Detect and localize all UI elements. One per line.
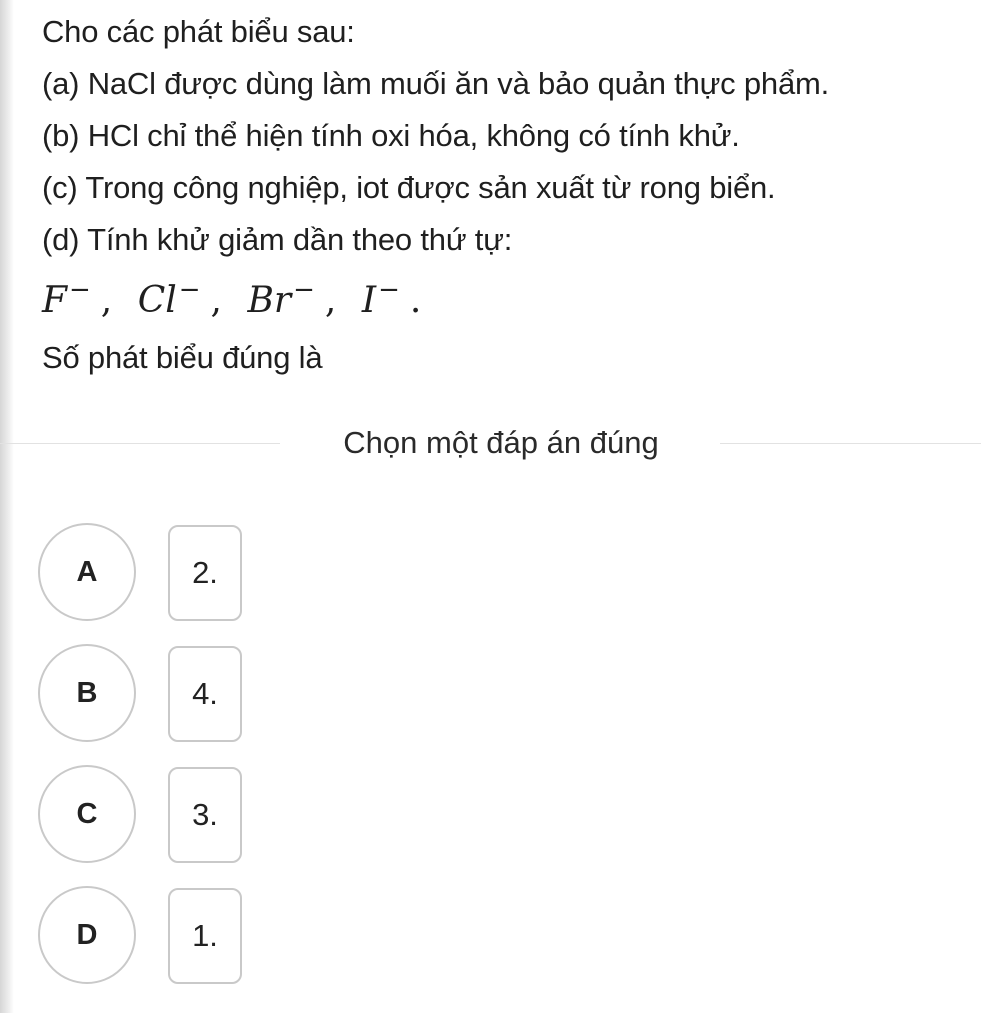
option-d-value[interactable]: 1. <box>168 888 242 984</box>
divider-right <box>720 443 981 444</box>
option-b-value[interactable]: 4. <box>168 646 242 742</box>
left-edge-shadow <box>0 0 14 1013</box>
statement-a: (a) NaCl được dùng làm muối ăn và bảo quản thực phẩm. <box>42 66 830 101</box>
statement-c: (c) Trong công nghiệp, iot được sản xuất từ rong biển. <box>42 170 776 205</box>
statement-b: (b) HCl chỉ thể hiện tính oxi hóa, không có tính khử. <box>42 118 740 153</box>
answer-section-header <box>0 418 981 468</box>
option-b-letter[interactable]: B <box>38 644 136 742</box>
option-d[interactable] <box>38 886 248 984</box>
ion-chloride: Cl− <box>137 275 201 321</box>
question-prompt: Số phát biểu đúng là <box>42 340 323 375</box>
ion-fluoride: F− <box>42 275 91 321</box>
question-intro: Cho các phát biểu sau: <box>42 14 355 49</box>
ion-separator: , <box>100 280 113 321</box>
option-c-value[interactable]: 3. <box>168 767 242 863</box>
option-a[interactable] <box>38 523 248 621</box>
question-block <box>42 6 972 384</box>
option-b[interactable] <box>38 644 248 742</box>
ion-iodide: I− <box>361 275 400 321</box>
ion-separator: , <box>210 280 222 321</box>
ion-order-formula <box>42 266 972 332</box>
option-a-value[interactable]: 2. <box>168 525 242 621</box>
option-c-letter[interactable]: C <box>38 765 136 863</box>
option-c[interactable] <box>38 765 248 863</box>
option-d-letter[interactable]: D <box>38 886 136 984</box>
ion-terminator: . <box>409 280 422 321</box>
ion-separator: , <box>324 280 337 321</box>
ion-bromide: Br− <box>247 275 315 321</box>
option-a-letter[interactable]: A <box>38 523 136 621</box>
statement-d: (d) Tính khử giảm dần theo thứ tự: <box>42 222 513 257</box>
answer-section-title: Chọn một đáp án đúng <box>343 425 659 460</box>
